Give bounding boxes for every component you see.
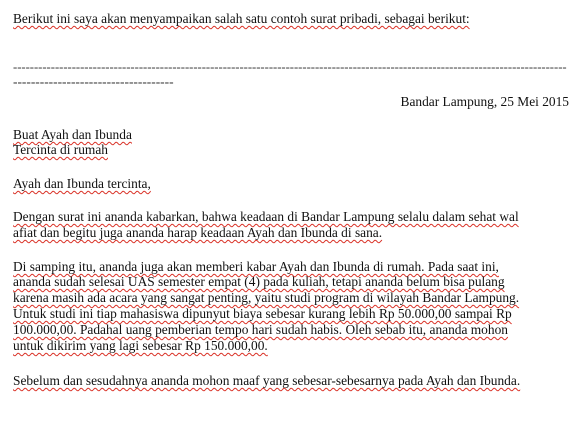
paragraph-line: 100.000,00. Padahal uang pemberian tempo hari sudah habis. Oleh sebab itu, ananda mohon: [13, 322, 508, 337]
paragraph-line: karena masih ada acara yang sangat penting, yaitu studi program di wilayah Bandar Lampung.: [13, 290, 520, 305]
intro-text: Berikut ini saya akan menyampaikan salah satu contoh surat pribadi, sebagai berikut:: [13, 11, 470, 26]
recipient-line: Tercinta di rumah: [13, 142, 108, 157]
recipient-line: Buat Ayah dan Ibunda: [13, 127, 132, 142]
paragraph-line: Untuk studi ini tiap mahasiswa dipunyut biaya sebesar kurang lebih Rp 50.000,00 sampai Rp: [13, 306, 512, 321]
divider-line: ------------------------------------: [13, 74, 174, 89]
paragraph-line: Di samping itu, ananda juga akan memberi kabar Ayah dan Ibunda di rumah. Pada saat ini,: [13, 259, 499, 274]
paragraph-line: Dengan surat ini ananda kabarkan, bahwa keadaan di Bandar Lampung selalu dalam sehat wal: [13, 209, 519, 224]
paragraph-line: ananda sudah selesai UAS semester empat (4) pada kuliah, tetapi ananda belum bisa pulang: [13, 274, 505, 289]
divider-line: ------------------------------------------------------------------------------------------------------------------------------------: [13, 60, 567, 74]
place-date: Bandar Lampung, 25 Mei 2015: [400, 94, 569, 109]
paragraph-line: afiat dan begitu juga ananda harap keadaan Ayah dan Ibunda di sana.: [13, 225, 383, 240]
greeting: Ayah dan Ibunda tercinta,: [13, 176, 151, 191]
closing-paragraph: Sebelum dan sesudahnya ananda mohon maaf yang sebesar-sebesarnya pada Ayah dan Ibunda.: [13, 373, 521, 388]
paragraph-line: untuk dikirim yang lagi sebesar Rp 150.000,00.: [13, 338, 268, 353]
